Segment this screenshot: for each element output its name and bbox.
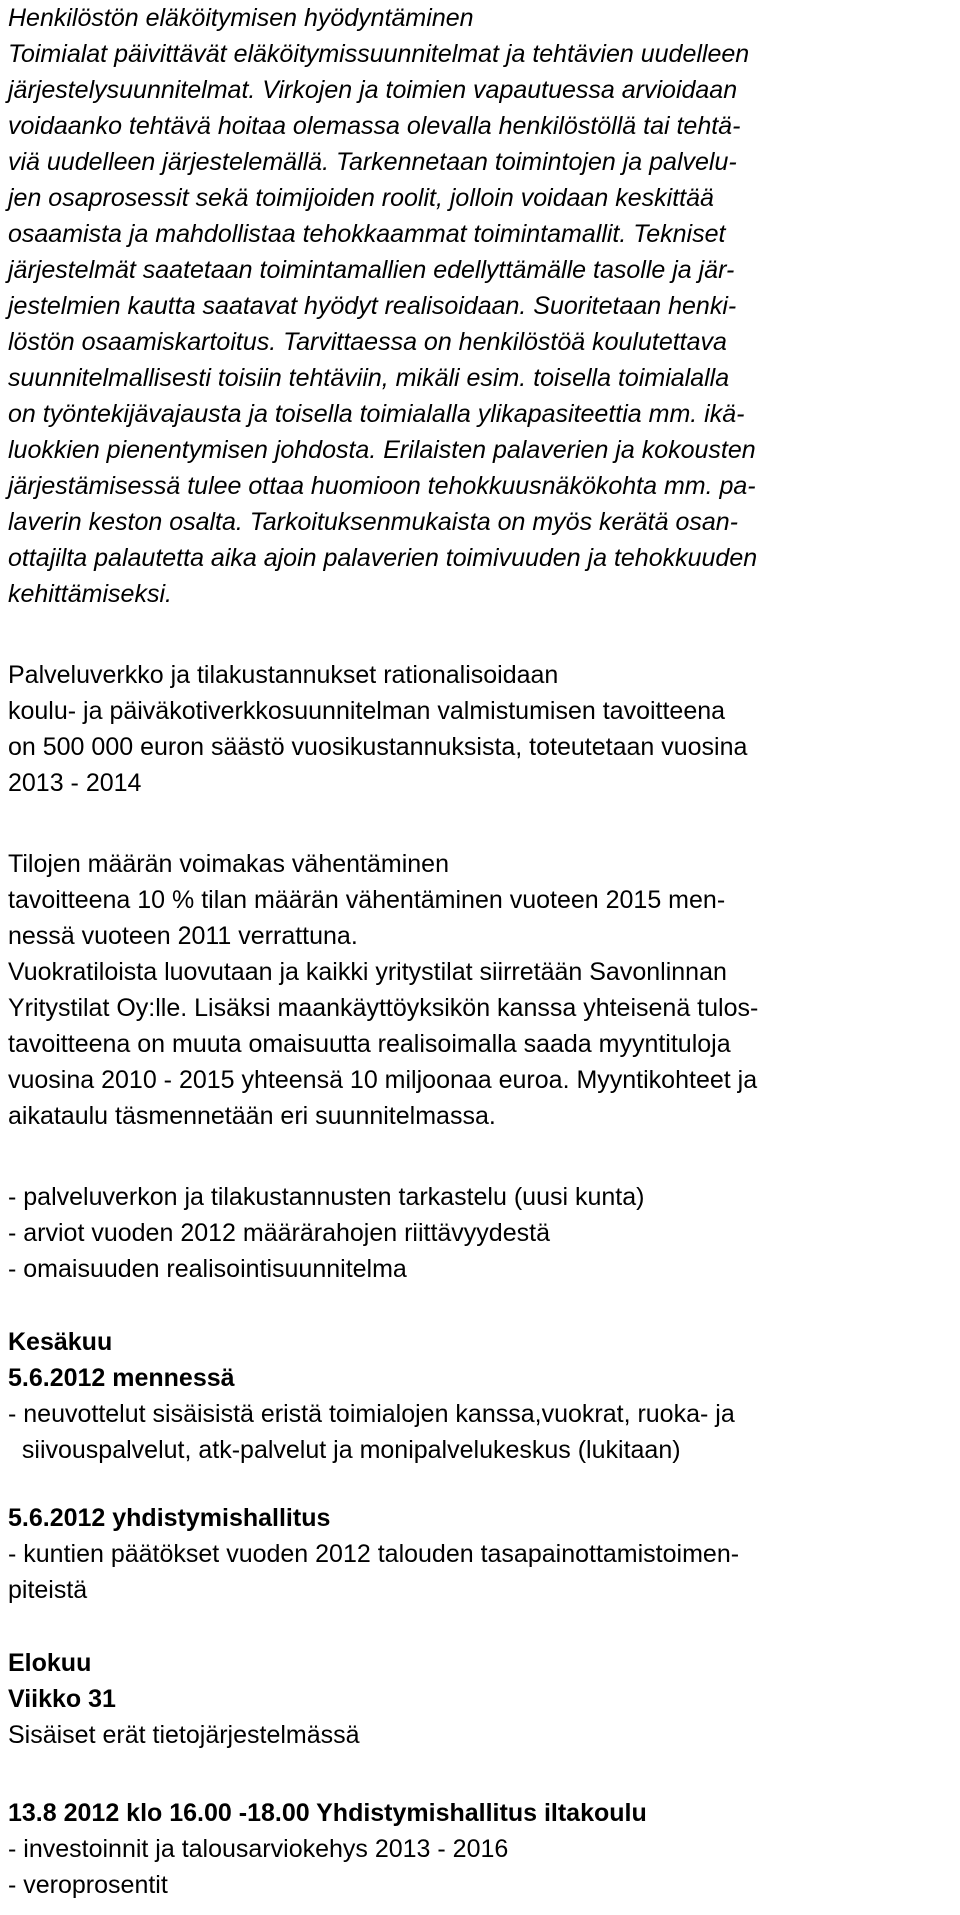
section-heading: Henkilöstön eläköitymisen hyödyntäminen bbox=[8, 4, 474, 32]
paragraph-line: kehittämiseksi. bbox=[8, 580, 172, 608]
list-item: - arviot vuoden 2012 määrärahojen riittävyydestä bbox=[8, 1219, 550, 1247]
paragraph-line: tavoitteena 10 % tilan määrän vähentäminen vuoteen 2015 men- bbox=[8, 886, 726, 914]
paragraph-line: järjestelmät saatetaan toimintamallien edellyttämälle tasolle ja jär- bbox=[8, 256, 735, 284]
paragraph-line: järjestelysuunnitelmat. Virkojen ja toimien vapautuessa arvioidaan bbox=[8, 76, 738, 104]
paragraph-line: Sisäiset erät tietojärjestelmässä bbox=[8, 1721, 360, 1749]
list-item: - palveluverkon ja tilakustannusten tarkastelu (uusi kunta) bbox=[8, 1183, 645, 1211]
paragraph-line: vuosina 2010 - 2015 yhteensä 10 miljoonaa euroa. Myyntikohteet ja bbox=[8, 1066, 758, 1094]
paragraph-line: ottajilta palautetta aika ajoin palaverien toimivuuden ja tehokkuuden bbox=[8, 544, 758, 572]
week-heading: Viikko 31 bbox=[8, 1685, 116, 1713]
month-heading: Kesäkuu bbox=[8, 1328, 113, 1356]
paragraph-line: osaamista ja mahdollistaa tehokkaammat toimintamallit. Tekniset bbox=[8, 220, 726, 248]
list-item: piteistä bbox=[8, 1576, 88, 1604]
paragraph-line: suunnitelmallisesti toisiin tehtäviin, mikäli esim. toisella toimialalla bbox=[8, 364, 730, 392]
date-heading: 13.8 2012 klo 16.00 -18.00 Yhdistymishallitus iltakoulu bbox=[8, 1799, 647, 1827]
paragraph-line: voidaanko tehtävä hoitaa olemassa olevalla henkilöstöllä tai tehtä- bbox=[8, 112, 741, 140]
section-heading: Tilojen määrän voimakas vähentäminen bbox=[8, 850, 449, 878]
paragraph-line: nessä vuoteen 2011 verrattuna. bbox=[8, 922, 358, 950]
paragraph-line: laverin keston osalta. Tarkoituksenmukaista on myös kerätä osan- bbox=[8, 508, 738, 536]
paragraph-line: koulu- ja päiväkotiverkkosuunnitelman valmistumisen tavoitteena bbox=[8, 697, 726, 725]
list-item: siivouspalvelut, atk-palvelut ja monipalvelukeskus (lukitaan) bbox=[8, 1436, 681, 1464]
list-item: - veroprosentit bbox=[8, 1871, 168, 1899]
paragraph-line: 2013 - 2014 bbox=[8, 769, 142, 797]
paragraph-line: Yritystilat Oy:lle. Lisäksi maankäyttöyksikön kanssa yhteisenä tulos- bbox=[8, 994, 759, 1022]
paragraph-line: luokkien pienentymisen johdosta. Erilaisten palaverien ja kokousten bbox=[8, 436, 756, 464]
paragraph-line: on työntekijävajausta ja toisella toimialalla ylikapasiteettia mm. ikä- bbox=[8, 400, 745, 428]
paragraph-line: aikataulu täsmennetään eri suunnitelmassa. bbox=[8, 1102, 496, 1130]
paragraph-line: Vuokratiloista luovutaan ja kaikki yritystilat siirretään Savonlinnan bbox=[8, 958, 727, 986]
paragraph-line: löstön osaamiskartoitus. Tarvittaessa on henkilöstöä koulutettava bbox=[8, 328, 727, 356]
paragraph-line: tavoitteena on muuta omaisuutta realisoimalla saada myyntituloja bbox=[8, 1030, 731, 1058]
month-heading: Elokuu bbox=[8, 1649, 92, 1677]
paragraph-line: järjestämisessä tulee ottaa huomioon tehokkuusnäkökohta mm. pa- bbox=[8, 472, 756, 500]
list-item: - neuvottelut sisäisistä eristä toimialojen kanssa,vuokrat, ruoka- ja bbox=[8, 1400, 735, 1428]
list-item: - investoinnit ja talousarviokehys 2013 - 2016 bbox=[8, 1835, 509, 1863]
list-item: - kuntien päätökset vuoden 2012 talouden tasapainottamistoimen- bbox=[8, 1540, 740, 1568]
date-heading: 5.6.2012 mennessä bbox=[8, 1364, 235, 1392]
section-heading: Palveluverkko ja tilakustannukset rationalisoidaan bbox=[8, 661, 559, 689]
paragraph-line: jestelmien kautta saatavat hyödyt realisoidaan. Suoritetaan henki- bbox=[8, 292, 737, 320]
date-heading: 5.6.2012 yhdistymishallitus bbox=[8, 1504, 331, 1532]
paragraph-line: jen osaprosessit sekä toimijoiden roolit, jolloin voidaan keskittää bbox=[8, 184, 714, 212]
paragraph-line: on 500 000 euron säästö vuosikustannuksista, toteutetaan vuosina bbox=[8, 733, 748, 761]
paragraph-line: Toimialat päivittävät eläköitymissuunnitelmat ja tehtävien uudelleen bbox=[8, 40, 750, 68]
list-item: - omaisuuden realisointisuunnitelma bbox=[8, 1255, 407, 1283]
paragraph-line: viä uudelleen järjestelemällä. Tarkennetaan toimintojen ja palvelu- bbox=[8, 148, 737, 176]
